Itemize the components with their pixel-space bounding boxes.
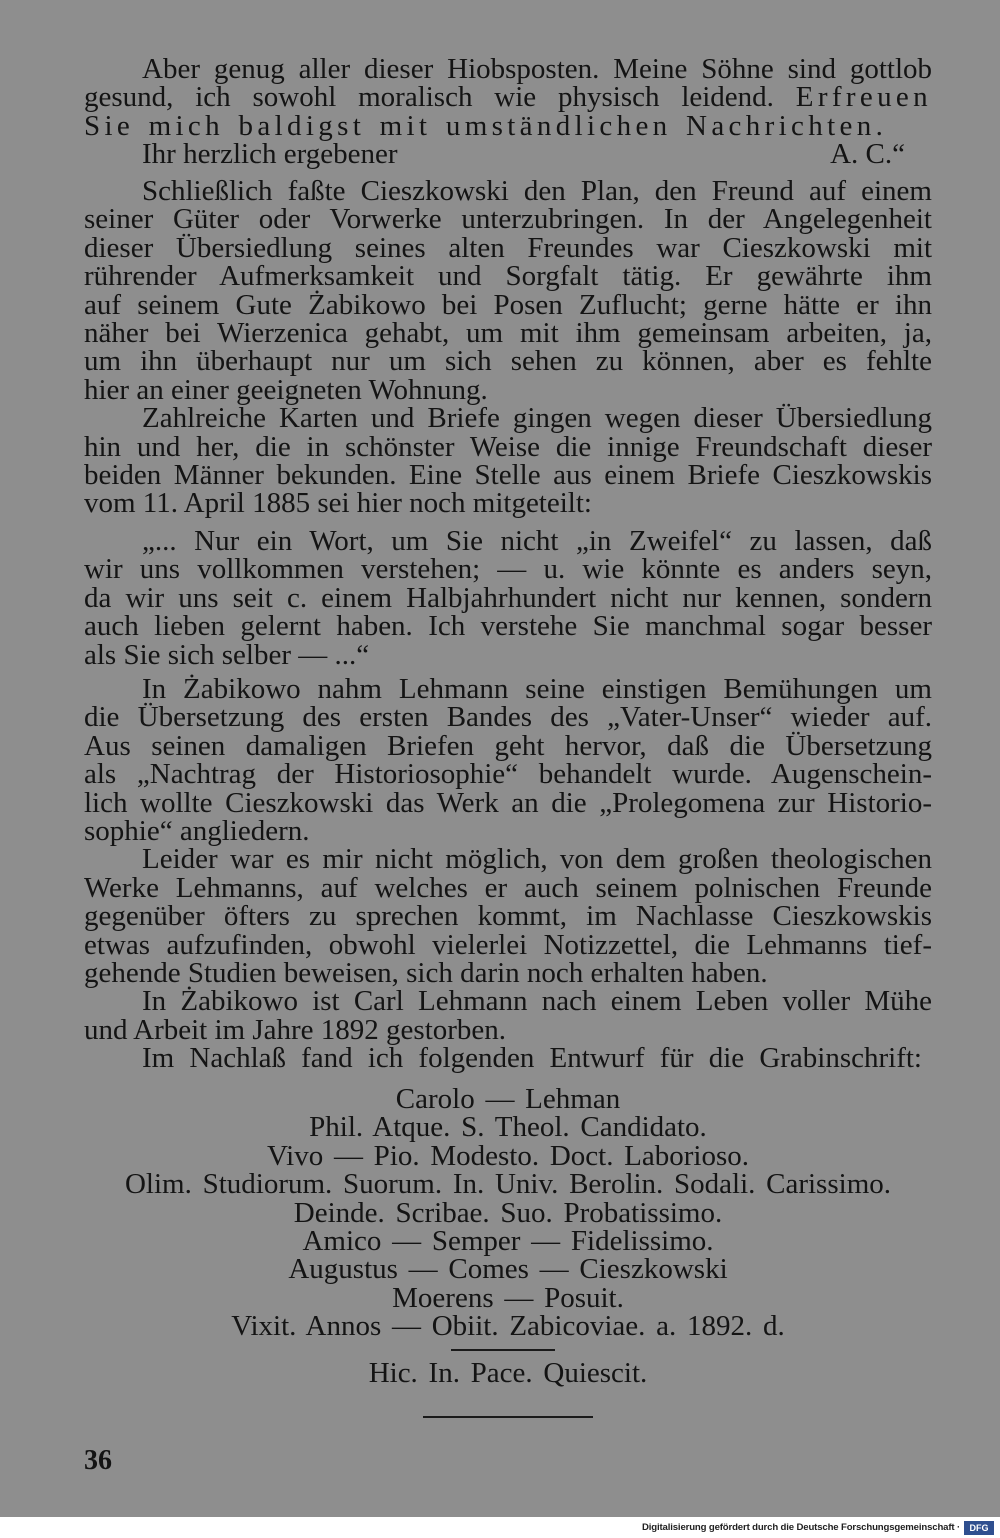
epitaph-line: Hic. In. Pace. Quiescit.	[368, 1357, 648, 1389]
text-line: um ihn überhaupt nur um sich sehen zu können, aber es fehlte	[84, 345, 932, 378]
epitaph-line: Deinde. Scribae. Suo. Probatissimo.	[293, 1196, 723, 1229]
paragraph	[84, 843, 932, 990]
block-quote	[84, 527, 932, 669]
text-line: Zahlreiche Karten und Briefe gingen wegen dieser Übersiedlung	[142, 402, 932, 435]
closing-phrase: Ihr herzlich ergebener	[142, 138, 398, 171]
text-line: und Arbeit im Jahre 1892 gestorben.	[84, 1013, 507, 1046]
text-line: wir uns vollkommen verstehen; — u. wie könnte es anders seyn,	[84, 553, 932, 586]
text-line: als Sie sich selber — ...“	[84, 638, 370, 671]
text-line: „... Nur ein Wort, um Sie nicht „in Zweifel“ zu lassen, daß	[142, 525, 932, 557]
epitaph-line: Vivo — Pio. Modesto. Doct. Laborioso.	[266, 1139, 750, 1172]
epitaph-line: Moerens — Posuit.	[392, 1281, 624, 1314]
epitaph-line: Phil. Atque. S. Theol. Candidato.	[309, 1111, 707, 1144]
epitaph-line: Vixit. Annos — Obiit. Zabicoviae. a. 1892. d.	[231, 1310, 785, 1343]
text-line: rührender Aufmerksamkeit und Sorgfalt tätig. Er gewährte ihm	[84, 260, 932, 293]
spaced-text-line: Sie mich baldigst mit umständlichen Nachrichten.	[84, 109, 888, 142]
letter-excerpt	[84, 55, 932, 169]
spaced-text: Erfreuen	[795, 81, 932, 114]
epitaph-line: Amico — Semper — Fidelissimo.	[302, 1225, 714, 1258]
text-line: da wir uns seit c. einem Halbjahrhundert nicht nur kennen, sondern	[84, 581, 932, 614]
text-line: Aber genug aller dieser Hiobsposten. Meine Söhne sind gottlob	[142, 53, 932, 85]
text-line	[84, 81, 932, 114]
text-line: Aus seinen damaligen Briefen geht hervor, daß die Übersetzung	[84, 729, 932, 762]
body-text-section	[84, 675, 932, 1073]
paragraph	[84, 1042, 932, 1075]
text-line: gehende Studien beweisen, sich darin noch erhalten haben.	[84, 957, 768, 990]
text-segment: gesund, ich sowohl moralisch wie physisch leidend.	[84, 81, 774, 114]
text-line: Schließlich faßte Cieszkowski den Plan, den Freund auf einem	[142, 175, 932, 207]
text-line: etwas aufzufinden, obwohl vielerlei Notizzettel, die Lehmanns tief-	[84, 928, 932, 961]
text-line: Werke Lehmanns, auf welches er auch seinem polnischen Freunde	[84, 871, 932, 904]
text-line: dieser Übersiedlung seines alten Freundes war Cieszkowski mit	[84, 231, 932, 264]
epitaph-closing	[84, 1359, 932, 1387]
paragraph	[84, 404, 932, 518]
text-line: beiden Männer bekunden. Eine Stelle aus einem Briefe Cieszkowskis	[84, 459, 932, 492]
divider	[451, 1349, 555, 1351]
digitization-footer	[0, 1517, 1000, 1538]
text-line: sophie“ angliedern.	[84, 815, 310, 848]
text-line: vom 11. April 1885 sei hier noch mitgeteilt:	[84, 487, 592, 520]
text-line: näher bei Wierzenica gehabt, um mit ihm gemeinsam arbeiten, ja,	[84, 317, 932, 350]
text-line: In Żabikowo nahm Lehmann seine einstigen Bemühungen um	[142, 673, 932, 705]
paragraph	[84, 987, 932, 1044]
text-line: die Übersetzung des ersten Bandes des „Vater-Unser“ wieder auf.	[84, 701, 932, 734]
funding-credit: Digitalisierung gefördert durch die Deutsche Forschungsgemeinschaft ·	[641, 1522, 960, 1533]
text-line: gegenüber öfters zu sprechen kommt, im Nachlasse Cieszkowskis	[84, 900, 932, 933]
text-line: In Żabikowo ist Carl Lehmann nach einem Leben voller Mühe	[142, 985, 932, 1018]
paragraph	[84, 177, 932, 404]
body-text-section	[84, 177, 932, 518]
epitaph-line: Augustus — Comes — Cieszkowski	[288, 1253, 728, 1286]
epitaph-line: Olim. Studiorum. Suorum. In. Univ. Berolin. Sodali. Carissimo.	[124, 1168, 891, 1201]
text-line: auf seinem Gute Żabikowo bei Posen Zuflucht; gerne hätte er ihn	[84, 288, 932, 321]
epitaph-line: Carolo — Lehman	[395, 1083, 621, 1115]
text-line: Leider war es mir nicht möglich, von dem großen theologischen	[142, 843, 932, 876]
text-line: auch lieben gelernt haben. Ich verstehe Sie manchmal sogar besser	[84, 610, 932, 643]
text-line: als „Nachtrag der Historiosophie“ behandelt wurde. Augenschein-	[84, 758, 932, 791]
signature-initials: A. C.“	[830, 138, 905, 171]
letter-closing	[84, 138, 932, 171]
text-line: lich wollte Cieszkowski das Werk an die „Prolegomena zur Historio-	[84, 786, 932, 819]
text-line: hin und her, die in schönster Weise die innige Freundschaft dieser	[84, 430, 932, 463]
paragraph	[84, 673, 932, 848]
divider	[423, 1416, 593, 1418]
dfg-logo-icon: DFG	[964, 1521, 994, 1535]
text-line: Im Nachlaß fand ich folgenden Entwurf für die Grabinschrift:	[142, 1042, 922, 1075]
epitaph-inscription	[84, 1085, 932, 1341]
text-line: seiner Güter oder Vorwerke unterzubringen. In der Angelegenheit	[84, 203, 932, 236]
text-line: hier an einer geeigneten Wohnung.	[84, 373, 488, 406]
page-number: 36	[84, 1445, 112, 1476]
